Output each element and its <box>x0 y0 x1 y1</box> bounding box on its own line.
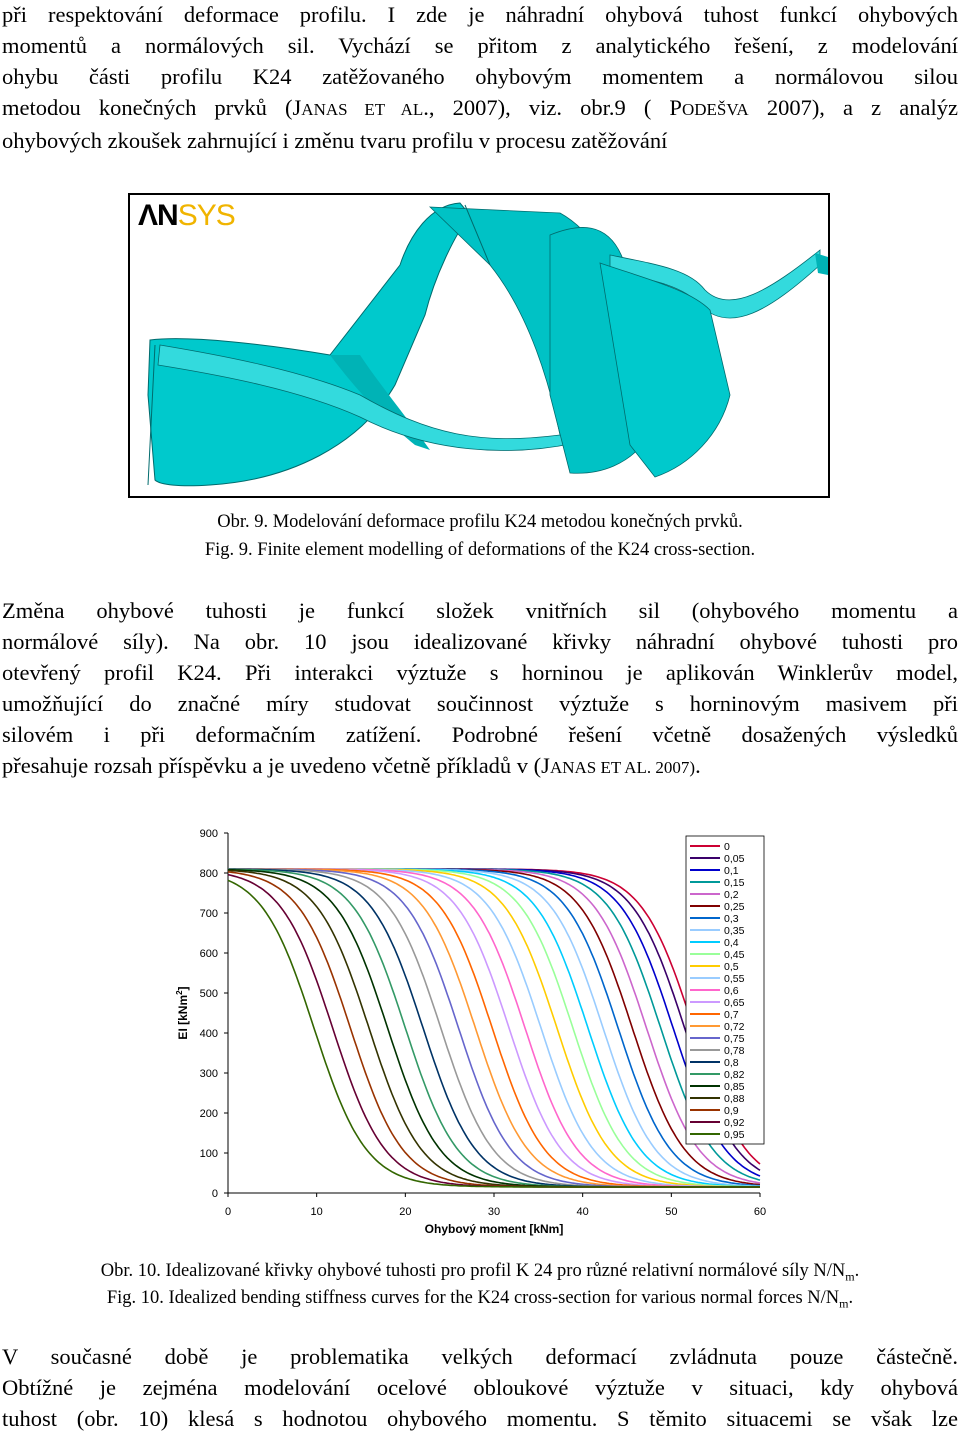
series-line-0-82 <box>228 869 760 1187</box>
series-line-0-2 <box>228 869 760 1183</box>
series-line-0-75 <box>228 869 760 1187</box>
text-run: 2007), a z analýz <box>748 95 958 120</box>
legend-label: 0,88 <box>724 1093 745 1105</box>
legend-label: 0,78 <box>724 1045 745 1057</box>
paragraph-intro <box>2 0 958 156</box>
small-caps-author: ANAS ET AL <box>549 758 647 777</box>
legend-label: 0,85 <box>724 1081 745 1093</box>
y-tick-label: 300 <box>199 1068 218 1080</box>
figure-10-caption-cz: Obr. 10. Idealizované křivky ohybové tuhosti pro profil K 24 pro různé relativní normálové síly $N/N_m$. <box>100 1261 860 1284</box>
legend-label: 0,7 <box>724 1009 739 1021</box>
series-line-0-3 <box>228 869 760 1186</box>
series-line-0-55 <box>228 869 760 1187</box>
right-profile-model <box>550 227 828 477</box>
text-line: tuhost (obr. 10) klesá s hodnotou ohybového momentu. S těmito situacemi se však lze <box>2 1406 958 1431</box>
figure-9-caption-cz: Obr. 9. Modelování deformace profilu K24 metodou konečných prvků. <box>217 512 743 532</box>
y-tick-label: 100 <box>199 1148 218 1160</box>
text-run: . 2007) <box>646 758 696 777</box>
x-tick-label: 30 <box>487 1206 501 1218</box>
legend-label: 0,95 <box>724 1129 745 1141</box>
legend-label: 0,1 <box>724 865 739 877</box>
series-line-0-45 <box>228 869 760 1187</box>
legend-label: 0,55 <box>724 973 745 985</box>
text-line: ohybových zkoušek zahrnující i změnu tvaru profilu v procesu zatěžování <box>2 128 668 153</box>
series-line-0-25 <box>228 869 760 1185</box>
x-tick-label: 10 <box>310 1206 323 1218</box>
text-line: ohybu části profilu K24 zatěžovaného ohybovým momentem a normálovou silou <box>2 64 958 89</box>
paragraph-stiffness <box>2 595 958 783</box>
text-line: momentů a normálových sil. Vychází se přitom z analytického řešení, z modelování <box>2 33 958 58</box>
y-tick-label: 800 <box>199 868 218 880</box>
text-run: ., 2007), viz. obr.9 ( P <box>423 95 682 120</box>
text-line: Obtížné je zejména modelování ocelové obloukové výztuže v situaci, kdy ohybová <box>2 1375 958 1400</box>
bending-stiffness-chart <box>170 818 780 1248</box>
text-line: V současné době je problematika velkých deformací zvládnuta pouze částečně. <box>2 1344 958 1369</box>
x-tick-label: 20 <box>399 1206 412 1218</box>
figure-10-caption-en: Fig. 10. Idealized bending stiffness curves for the K24 cross-section for various normal forces $N/N_m$. <box>106 1288 854 1311</box>
legend-label: 0,75 <box>724 1033 745 1045</box>
series-line-0-7 <box>228 869 760 1187</box>
x-tick-label: 60 <box>753 1206 767 1218</box>
series-line-0-35 <box>228 869 760 1186</box>
legend-label: 0 <box>724 841 730 853</box>
legend-label: 0,45 <box>724 949 745 961</box>
text-line: umožňující do značné míry studovat součinnost výztuže s horninovým masivem při <box>2 691 958 716</box>
y-tick-label: 200 <box>199 1108 218 1120</box>
series-line-0-8 <box>228 869 760 1187</box>
legend-label: 0,3 <box>724 913 739 925</box>
legend-label: 0,35 <box>724 925 745 937</box>
x-axis-title: Ohybový moment [kNm] <box>424 1222 564 1236</box>
y-tick-label: 900 <box>199 828 218 840</box>
legend-label: 0,05 <box>724 853 745 865</box>
paragraph-deformations <box>2 1341 958 1434</box>
y-tick-label: 600 <box>199 948 218 960</box>
y-tick-label: 700 <box>199 908 218 920</box>
text-line: Změna ohybové tuhosti je funkcí složek vnitřních sil (ohybového momentu a <box>2 598 958 623</box>
legend-label: 0,9 <box>724 1105 739 1117</box>
series-line-0-65 <box>228 869 760 1187</box>
y-tick-label: 500 <box>199 988 218 1000</box>
legend-label: 0,4 <box>724 937 739 949</box>
text-line: silovém i při deformačním zatížení. Podrobné řešení včetně dosažených výsledků <box>2 722 958 747</box>
legend-label: 0,15 <box>724 877 745 889</box>
y-tick-label: 0 <box>211 1188 218 1200</box>
text-run: přesahuje rozsah příspěvku a je uvedeno včetně příkladů v (J <box>2 753 550 778</box>
text-run: metodou konečných prvků (J <box>2 95 302 120</box>
ansys-logo: ΛNSYS <box>138 199 235 232</box>
text-line: otevřený profil K24. Při interakci výztuže s horninou je aplikován Winklerův model, <box>2 660 958 685</box>
legend-label: 0,92 <box>724 1117 745 1129</box>
series-line-0-15 <box>228 869 760 1180</box>
series-line-0-85 <box>228 870 760 1187</box>
figure-9-caption-en: Fig. 9. Finite element modelling of deformations of the K24 cross-section. <box>204 540 756 560</box>
legend-label: 0,82 <box>724 1069 745 1081</box>
series-line-0-6 <box>228 869 760 1187</box>
y-tick-label: 400 <box>199 1028 218 1040</box>
fem-profile-illustration <box>130 195 828 496</box>
legend-label: 0,72 <box>724 1021 745 1033</box>
legend-label: 0,25 <box>724 901 745 913</box>
legend-label: 0,2 <box>724 889 739 901</box>
text-line: při respektování deformace profilu. I zde je náhradní ohybová tuhost funkcí ohybových <box>2 2 958 27</box>
series-line-0-72 <box>228 869 760 1187</box>
x-tick-label: 50 <box>665 1206 678 1218</box>
text-run: . <box>695 753 701 778</box>
series-line-0-5 <box>228 869 760 1187</box>
small-caps-author: ODEŠVA <box>681 100 749 119</box>
text-line <box>2 92 958 125</box>
chart-svg <box>170 818 780 1248</box>
y-axis-title: EI [kNm$^2$] <box>175 986 190 1040</box>
text-line: normálové síly). Na obr. 10 jsou idealizované křivky náhradní ohybové tuhosti pro <box>2 629 958 654</box>
text-line <box>2 750 958 783</box>
small-caps-author: ANAS ET AL <box>301 100 424 119</box>
fem-model-figure <box>128 193 830 498</box>
legend-label: 0,6 <box>724 985 739 997</box>
x-tick-label: 0 <box>224 1206 232 1218</box>
x-tick-label: 40 <box>576 1206 589 1218</box>
series-line-0-78 <box>228 869 760 1187</box>
legend-label: 0,8 <box>724 1057 739 1069</box>
series-line-0-88 <box>228 870 760 1187</box>
legend-label: 0,5 <box>724 961 739 973</box>
legend-label: 0,65 <box>724 997 745 1009</box>
series-line-0-9 <box>228 872 760 1187</box>
series-line-0-4 <box>228 869 760 1187</box>
